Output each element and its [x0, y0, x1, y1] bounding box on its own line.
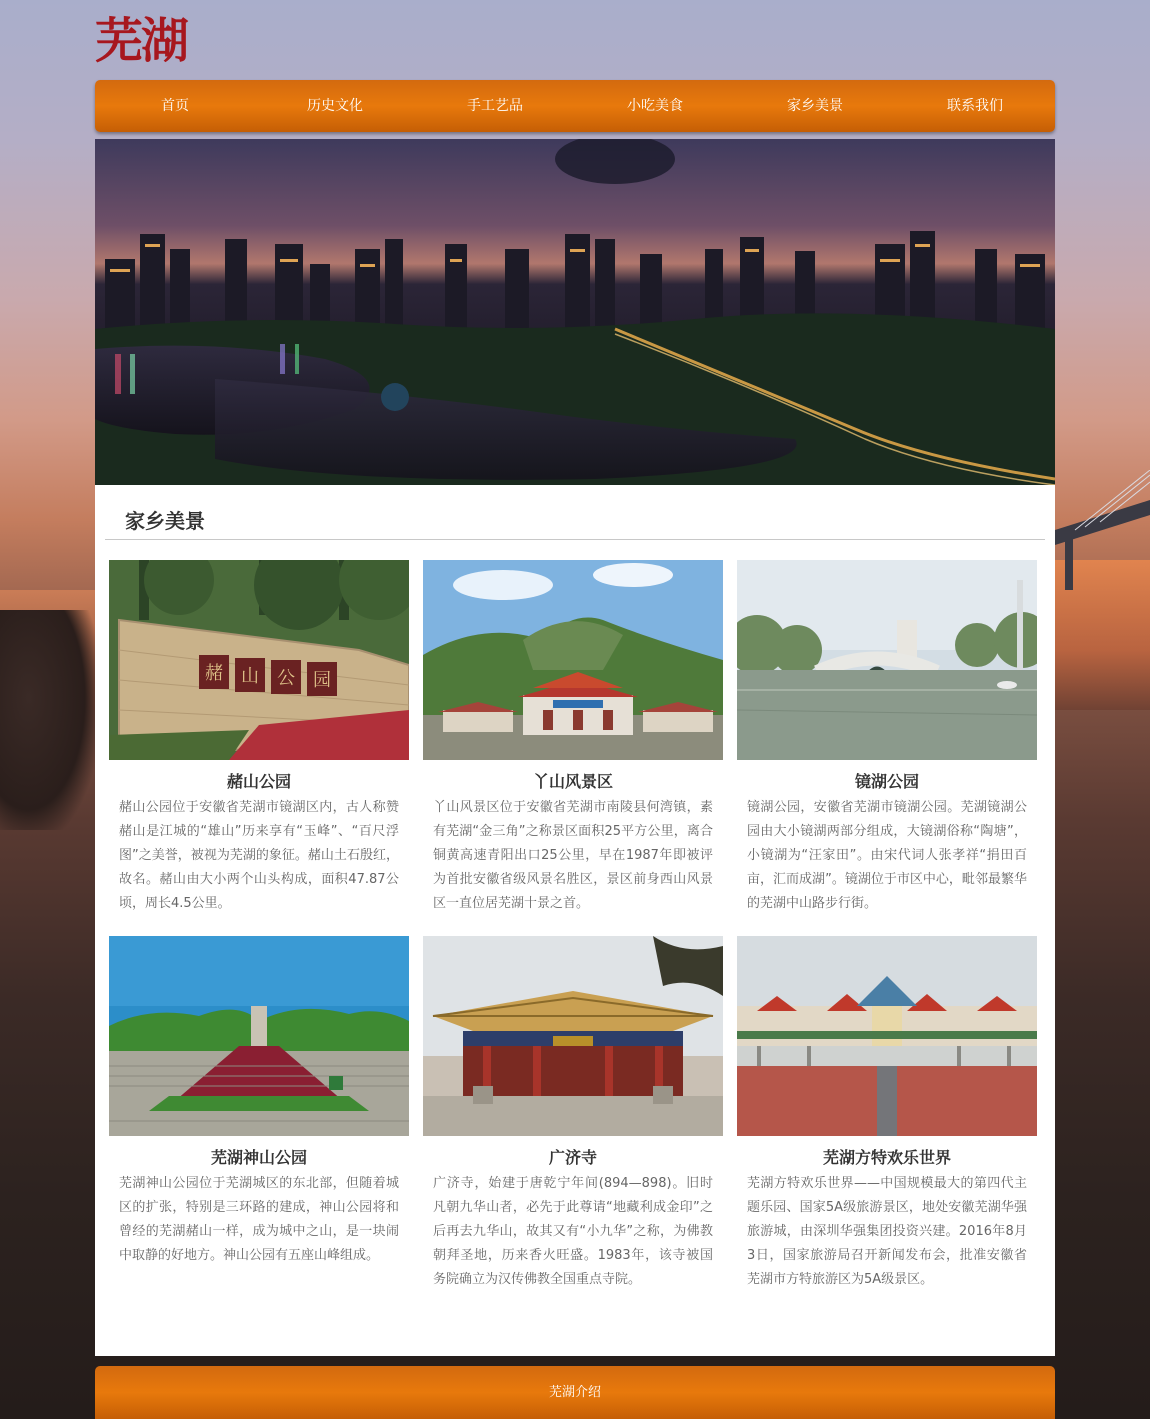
hero-banner	[95, 139, 1055, 485]
scenery-description: 丫山风景区位于安徽省芜湖市南陵县何湾镇，素有芜湖“金三角”之称景区面积25平方公里，离合铜黄高速青阳出口25公里，早在1987年即被评为首批安徽省级风景名胜区，景区前身西山风景区一直位居芜湖十景之首。	[433, 800, 713, 911]
nav-item-food[interactable]: 小吃美食	[627, 98, 683, 114]
scenery-description: 赭山公园位于安徽省芜湖市镜湖区内，古人称赞赭山是江城的“雄山”历来享有“玉峰”、“百尺浮图”之美誉，被视为芜湖的象征。赭山土石殷红，故名。赭山由大小两个山头构成，面积47.87公顷，周长4.5公里。	[119, 800, 399, 911]
scenery-card[interactable]	[109, 560, 409, 916]
scenery-name[interactable]: 丫山风景区	[532, 772, 613, 791]
sign-char: 园	[313, 670, 331, 691]
section-title: 家乡美景	[125, 509, 205, 533]
scenery-name[interactable]: 芜湖神山公园	[210, 1148, 307, 1167]
content-panel	[95, 485, 1055, 1356]
sign-char: 公	[277, 668, 295, 689]
scenery-card[interactable]	[423, 936, 723, 1292]
nav-item-scenery[interactable]: 家乡美景	[787, 98, 843, 114]
sign-char: 山	[241, 666, 259, 687]
nav-item-contact[interactable]: 联系我们	[947, 98, 1003, 114]
scenery-photo-shenshan[interactable]	[109, 936, 409, 1136]
section-divider	[105, 539, 1045, 540]
background-rock	[0, 610, 95, 830]
scenery-name[interactable]: 赭山公园	[226, 772, 291, 791]
scenery-description: 芜湖神山公园位于芜湖城区的东北部，但随着城区的扩张，特别是三环路的建成，神山公园将和曾经的芜湖赭山一样，成为城中之山，是一块闹中取静的好地方。神山公园有五座山峰组成。	[119, 1176, 399, 1263]
scenery-card[interactable]	[423, 560, 723, 916]
site-logo[interactable]: 芜湖	[95, 13, 188, 69]
nav-item-home[interactable]: 首页	[161, 98, 189, 114]
nav-item-crafts[interactable]: 手工艺品	[467, 98, 523, 114]
main-nav	[95, 80, 1055, 132]
scenery-photo-fantawild[interactable]	[737, 936, 1037, 1136]
scenery-photo-jinghu[interactable]	[737, 560, 1037, 760]
scenery-description: 广济寺，始建于唐乾宁年间(894—898)。旧时凡朝九华山者，必先于此尊请“地藏利成金印”之后再去九华山，故其又有“小九华”之称，为佛教朝拜圣地，历来香火旺盛。1983年，该寺被国务院确立为汉传佛教全国重点寺院。	[433, 1176, 713, 1287]
scenery-card[interactable]	[737, 936, 1037, 1292]
sign-char: 赭	[205, 663, 223, 684]
scenery-name[interactable]: 芜湖方特欢乐世界	[822, 1148, 951, 1167]
footer-intro-link[interactable]: 芜湖介绍	[95, 1366, 1055, 1419]
scenery-photo-zheshan[interactable]	[109, 560, 409, 760]
scenery-photo-yashan[interactable]	[423, 560, 723, 760]
scenery-card[interactable]	[737, 560, 1037, 916]
scenery-card[interactable]	[109, 936, 409, 1268]
scenery-description: 镜湖公园，安徽省芜湖市镜湖公园。芜湖镜湖公园由大小镜湖两部分组成，大镜湖俗称“陶塘”，小镜湖为“汪家田”。由宋代词人张孝祥“捐田百亩，汇而成湖”。镜湖位于市区中心，毗邻最繁华的芜湖中山路步行街。	[747, 800, 1027, 911]
nav-item-history[interactable]: 历史文化	[307, 98, 363, 114]
scenery-name[interactable]: 广济寺	[548, 1148, 597, 1167]
scenery-name[interactable]: 镜湖公园	[854, 772, 919, 791]
scenery-photo-guangji-temple[interactable]	[423, 936, 723, 1136]
scenery-description: 芜湖方特欢乐世界——中国规模最大的第四代主题乐园、国家5A级旅游景区，地处安徽芜湖华强旅游城，由深圳华强集团投资兴建。2016年8月3日，国家旅游局召开新闻发布会，批准安徽省芜湖市方特旅游区为5A级景区。	[747, 1176, 1027, 1287]
background-bridge	[1055, 470, 1150, 590]
